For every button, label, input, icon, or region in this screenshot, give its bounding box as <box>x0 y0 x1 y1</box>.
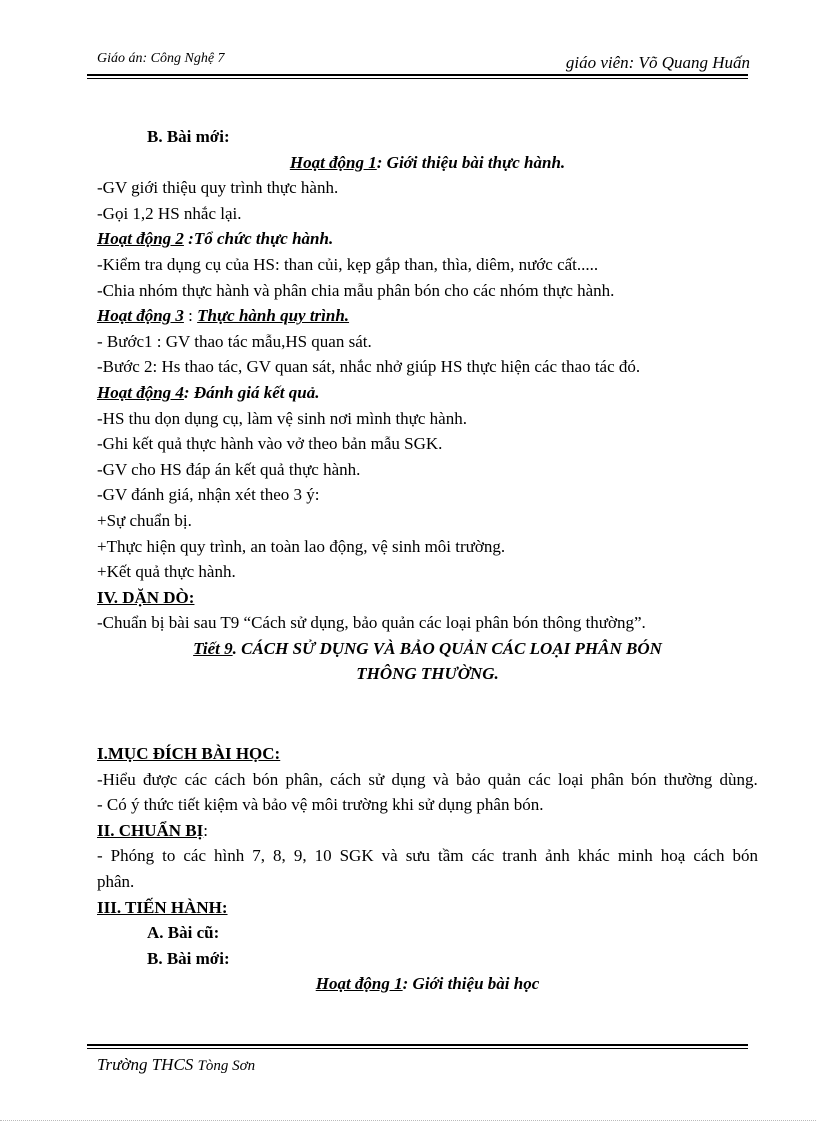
text-line: - Bước1 : GV thao tác mẫu,HS quan sát. <box>97 331 372 351</box>
lesson-title-text: . CÁCH SỬ DỤNG VÀ BẢO QUẢN CÁC LOẠI PHÂN BÓN <box>232 638 662 658</box>
activity-label: Hoạt động 4 <box>97 382 184 402</box>
activity-title: : Giới thiệu bài thực hành. <box>376 152 566 172</box>
text-line: -Kiểm tra dụng cụ của HS: than củi, kẹp gắp than, thìa, diêm, nước cất..... <box>97 254 599 274</box>
activity-label: Hoạt động 2 <box>97 229 184 249</box>
header-rule <box>87 74 748 76</box>
activity-heading <box>97 226 758 252</box>
text-line: +Kết quả thực hành. <box>97 562 236 582</box>
page-edge <box>0 1120 816 1121</box>
activity-heading <box>97 150 758 176</box>
lesson-title-cont: THÔNG THƯỜNG. <box>356 664 499 684</box>
section-heading-text: II. CHUẨN BỊ <box>97 820 204 840</box>
text-line: -GV cho HS đáp án kết quả thực hành. <box>97 459 361 479</box>
spacer <box>97 687 758 741</box>
header-rule-thin <box>87 78 748 79</box>
text-line: +Thực hiện quy trình, an toàn lao động, vệ sinh môi trường. <box>97 536 506 556</box>
text-line: -Gọi 1,2 HS nhắc lại. <box>97 203 242 223</box>
text-line: -Ghi kết quả thực hành vào vở theo bản mẫu SGK. <box>97 434 443 454</box>
subsection-text: B. Bài mới: <box>147 948 230 968</box>
text-line: - Có ý thức tiết kiệm và bảo vệ môi trường khi sử dụng phân bón. <box>97 795 544 815</box>
text-line: -Chuẩn bị bài sau T9 “Cách sử dụng, bảo quản các loại phân bón thông thường”. <box>97 613 646 633</box>
footer-school-text: Trường THCS <box>97 1055 194 1074</box>
section-new-lesson: B. Bài mới: <box>147 127 230 146</box>
lesson-body <box>97 124 758 997</box>
activity-label: Hoạt động 1 <box>315 974 403 994</box>
text-line: -GV đánh giá, nhận xét theo 3 ý: <box>97 485 320 505</box>
activity-heading <box>97 380 758 406</box>
section-heading: III. TIẾN HÀNH: <box>97 897 228 917</box>
section-heading: I.MỤC ĐÍCH BÀI HỌC: <box>97 744 281 764</box>
footer-rule <box>87 1044 748 1046</box>
subsection-old-lesson <box>97 920 758 946</box>
text-line: +Sự chuẩn bị. <box>97 510 192 530</box>
activity-label: Hoạt động 1 <box>289 152 377 172</box>
subsection-new-lesson <box>97 946 758 972</box>
text-line: -GV giới thiệu quy trình thực hành. <box>97 178 339 198</box>
subsection-text: A. Bài cũ: <box>147 923 220 943</box>
header-subject: Giáo án: Công Nghệ 7 <box>97 51 225 66</box>
lesson-number: Tiết 9 <box>193 638 233 658</box>
activity-title: :Tổ chức thực hành. <box>183 229 334 249</box>
separator: : <box>183 306 198 326</box>
text-paragraph: -Hiểu được các cách bón phân, cách sử dụng và bảo quản các loại phân bón thường dùng. <box>97 769 758 789</box>
text-line: -Chia nhóm thực hành và phân chia mẫu phân bón cho các nhóm thực hành. <box>97 280 615 300</box>
activity-heading <box>97 303 758 329</box>
separator: : <box>203 820 209 840</box>
text-paragraph: - Phóng to các hình 7, 8, 9, 10 SGK và sưu tầm các tranh ảnh khác minh hoạ cách bón phân. <box>97 846 758 892</box>
header-teacher: giáo viên: Võ Quang Huấn <box>565 53 750 72</box>
activity-title: : Đánh giá kết quả. <box>183 382 320 402</box>
footer-place: Tòng Sơn <box>197 1058 256 1074</box>
activity-label: Hoạt động 3 <box>97 306 184 326</box>
section-heading: IV. DẶN DÒ: <box>97 587 195 607</box>
activity-heading <box>97 971 758 997</box>
section-heading <box>97 818 758 844</box>
activity-title: Thực hành quy trình. <box>197 306 350 326</box>
text-line: -HS thu dọn dụng cụ, làm vệ sinh nơi mình thực hành. <box>97 408 467 428</box>
activity-title: : Giới thiệu bài học <box>402 974 540 994</box>
text-line: -Bước 2: Hs thao tác, GV quan sát, nhắc nhở giúp HS thực hiện các thao tác đó. <box>97 357 641 377</box>
footer-school <box>97 1055 255 1075</box>
lesson-title <box>97 636 758 662</box>
footer-rule-thin <box>87 1048 748 1049</box>
